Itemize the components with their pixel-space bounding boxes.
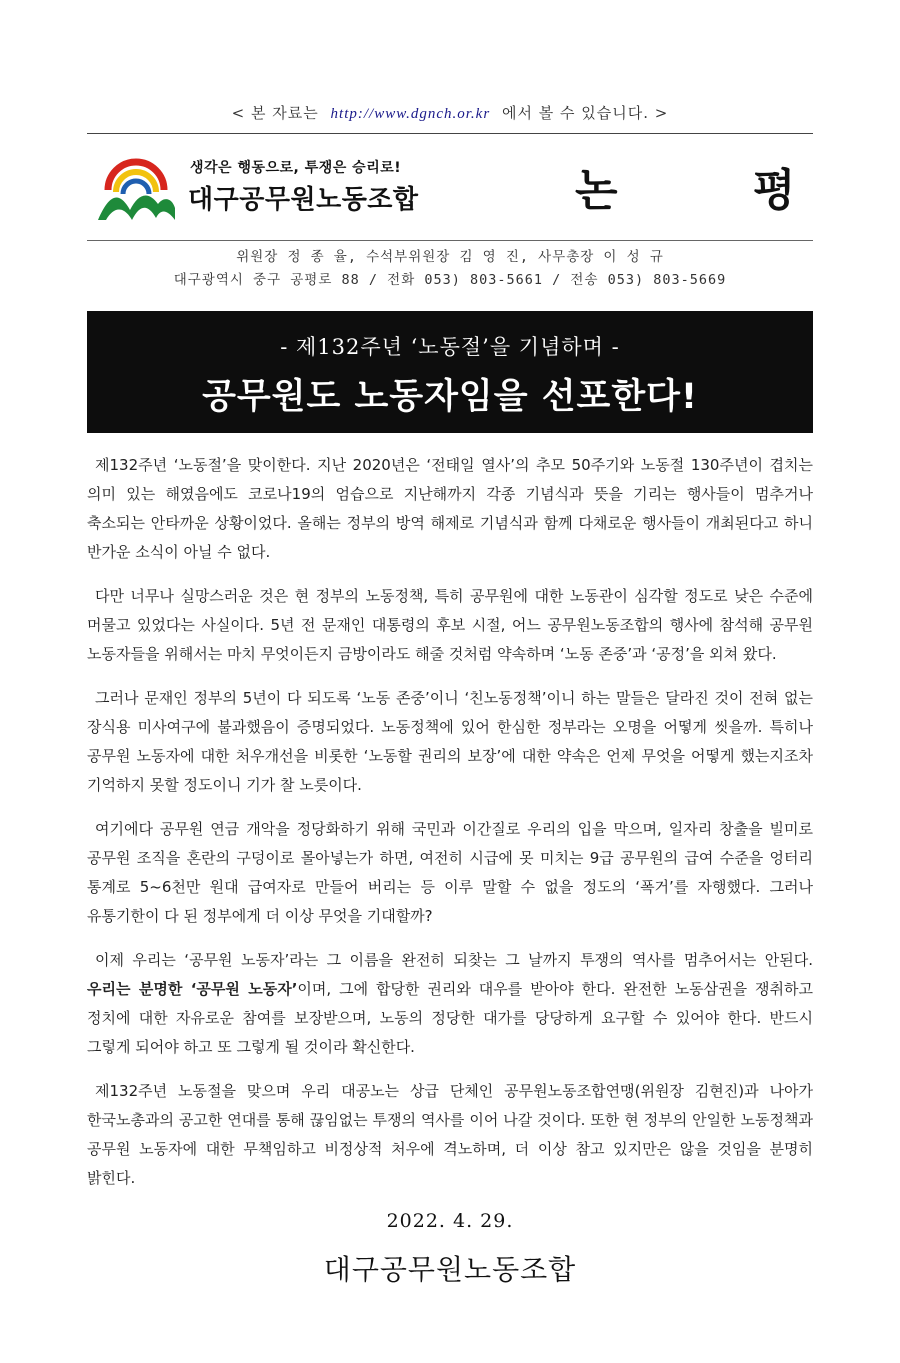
paragraph-6: 제132주년 노동절을 맞으며 우리 대공노는 상급 단체인 공무원노동조합연맹(위원장 김현진)과 나아가 한국노총과의 공고한 연대를 통해 끊임없는 투쟁의 역사를 이어 나갈 것이다. 또한 현 정부의 안일한 노동정책과 공무원 노동자에 대한 무책임하고 비정상적 처우에 격노하며, 더 이상 참고 있지만은 않을 것임을 분명히 밝힌다. (87, 1082, 813, 1187)
source-suffix: 에서 볼 수 있습니다. > (501, 104, 669, 122)
paragraph-3: 그러나 문재인 정부의 5년이 다 되도록 ‘노동 존중’이니 ‘친노동정책’이니 하는 말들은 달라진 것이 전혀 없는 장식용 미사여구에 불과했음이 증명되었다. 노동정책에 있어 한심한 정부라는 오명을 어떻게 씻을까. 특히나 공무원 노동자에 대한 처우개선을 비롯한 ‘노동할 권리의 보장’에 대한 약속은 언제 무엇을 어떻게 했는지조차 기억하지 못할 정도이니 기가 찰 노릇이다. (87, 689, 813, 794)
union-name: 대구공무원노동조합 (188, 185, 419, 215)
union-slogan: 생각은 행동으로, 투쟁은 승리로! (190, 160, 402, 176)
title-banner (87, 311, 813, 433)
top-divider (87, 133, 813, 134)
banner-subtitle: - 제132주년 ‘노동절’을 기념하며 - (280, 335, 620, 359)
source-notice (0, 102, 900, 123)
paragraph-2: 다만 너무나 실망스러운 것은 현 정부의 노동정책, 특히 공무원에 대한 노동관이 심각할 정도로 낮은 수준에 머물고 있었다는 사실이다. 5년 전 문재인 대통령의 후보 시절, 어느 공무원노동조합의 행사에 참석해 공무원 노동자들을 위해서는 마치 무엇이든지 금방이라도 해줄 것처럼 약속하며 ‘노동 존중’과 ‘공정’을 외쳐 왔다. (87, 587, 813, 663)
header-divider (87, 240, 813, 241)
source-url-link[interactable]: http://www.dgnch.or.kr (330, 106, 491, 122)
statement-date: 2022. 4. 29. (386, 1210, 514, 1232)
paragraph-5-rest: 이며, 그에 합당한 권리와 대우를 받아야 한다. 완전한 노동삼권을 쟁취하고 정치에 대한 자유로운 참여를 보장받으며, 노동의 정당한 대가를 당당하게 요구할 수 있어야 한다. 반드시 그렇게 되어야 하고 또 그렇게 될 것이라 확신한다. (87, 980, 813, 1056)
paragraph-1: 제132주년 ‘노동절’을 맞이한다. 지난 2020년은 ‘전태일 열사’의 추모 50주기와 노동절 130주년이 겹치는 의미 있는 해였음에도 코로나19의 엄습으로 지난해까지 각종 기념식과 뜻을 기리는 행사들이 멈추거나 축소되는 안타까운 상황이었다. 올해는 정부의 방역 해제로 기념식과 함께 다채로운 행사들이 개최된다고 하니 반가운 소식이 아닐 수 없다. (87, 456, 813, 561)
source-prefix: < 본 자료는 (231, 104, 319, 122)
contact-address: 대구광역시 중구 공평로 88 / 전화 053) 803-5661 / 전송 053) 803-5669 (173, 272, 727, 288)
paragraph-5-lead: 이제 우리는 ‘공무원 노동자’라는 그 이름을 완전히 되찾는 그 날까지 투쟁의 역사를 멈추어서는 안된다. (95, 951, 813, 969)
document-type-label: 논 평 (575, 165, 856, 216)
paragraph-5 (87, 946, 813, 1062)
signature-union-name: 대구공무원노동조합 (323, 1253, 577, 1286)
paragraph-5-emphasis: 우리는 분명한 ‘공무원 노동자’ (87, 980, 298, 998)
statement-body (87, 451, 813, 1208)
paragraph-4: 여기에다 공무원 연금 개악을 정당화하기 위해 국민과 이간질로 우리의 입을 막으며, 일자리 창출을 빌미로 공무원 조직을 혼란의 구덩이로 몰아넣는가 하면, 여전히 시급에 못 미치는 9급 공무원의 급여 수준을 엉터리 통계로 5~6천만 원대 급여자로 만들어 버리는 등 이루 말할 수 없을 정도의 ‘폭거’를 자행했다. 그러나 유통기한이 다 된 정부에게 더 이상 무엇을 기대할까? (87, 820, 813, 925)
banner-title: 공무원도 노동자임을 선포한다! (202, 377, 698, 417)
union-logo-icon (96, 148, 176, 223)
officers-line: 위원장 정 종 율, 수석부위원장 김 영 진, 사무총장 이 성 규 (236, 249, 664, 265)
